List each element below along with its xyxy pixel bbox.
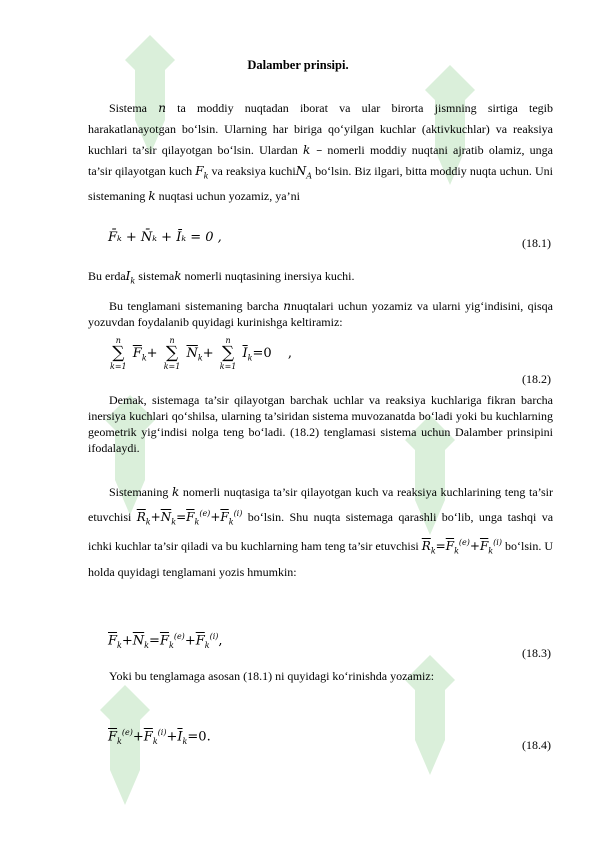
equation-number: (18.2) (522, 372, 551, 386)
equation-18-4: $\overline{F}_k^{(e)}+\overline{F}_k^{(i)}+\overline{I}_k=0$. (108, 728, 211, 746)
equation-number: (18.4) (522, 738, 551, 752)
paragraph-6: Yoki bu tenglamaga asosan (18.1) ni quyidagi ko‘rinishda yozamiz: (109, 669, 435, 683)
paragraph-5: Sistemaning k nomerli nuqtasiga ta’sir qilayotgan kuch va reaksiya kuchlarining teng ta’sir etuvchisi $\overline{R}_k+\overline{N}_k=\overline{F}_k^{(e)}+\overline{F}_k^{(i)}$ bo‘lsin. Shu nuqta sistemaga qarashli bo‘lib, unga tashqi va ichki kuchlar ta’sir qiladi va bu kuchlarning ham teng ta’sir etuvchisi $\overline{R}_k=\overline{F}_k^{(e)}+\overline{F}_k^{(i)}$ bo‘lsin. U holda quyidagi tenglamani yozis hmumkin: (88, 485, 554, 579)
equation-number: (18.1) (522, 236, 551, 250)
paragraph-4: Demak, sistemaga ta’sir qilayotgan barchak uchlar va reaksiya kuchlariga fikran barcha inersiya kuchlari qo‘shilsa, ularning ta’siridan sistema muvozanatda bo‘ladi yoki bu kuchlarning geometrik yig‘indisi nolga teng bo‘ladi. (18.2) tenglamasi sistema uchun Dalamber prinsipini ifodalaydi. (88, 393, 553, 455)
equation-18-1: F̄ₖ + N̄ₖ + Īₖ = 0 , (108, 230, 222, 245)
page-title: Dalamber prinsipi. (247, 58, 349, 72)
paragraph-3: Bu tenglamani sistemaning barcha nnuqtalari uchun yozamiz va ularni yig‘indisini, qisqa yozuvdan foydalanib quyidagi kurinishga keltiramiz: (88, 299, 554, 329)
paragraph-2: Bu erdaI$_k$ sistemak nomerli nuqtasining inersiya kuchi. (88, 269, 355, 286)
equation-18-3: $\overline{F}_k+\overline{N}_k=\overline{F}_k^{(e)}+\overline{F}_k^{(i)}$, (108, 632, 223, 650)
paragraph-1: Sistema n ta moddiy nuqtadan iborat va ular birorta jismning sirtiga tegib harakatlanayotgan bo‘lsin. Ularning har biriga qo‘yilgan kuchlar (aktivkuchlar) va reaksiya kuchlari ta’sir qilayotgan bo‘lsin. Ulardan k – nomerli moddiy nuqtani ajratib olamiz, unga ta’sir qilayotgan kuch $F_k$ va reaksiya kuchiN$_A$ bo‘lsin. Biz ilgari, bitta moddiy nuqta uchun. Uni sistemaning k nuqtasi uchun yozamiz, ya’ni (88, 101, 554, 204)
equation-number: (18.3) (522, 646, 551, 660)
equation-18-2: n ∑ k=1 $\overline{F}_k+$ n ∑ k=1 $\overline{N}_k+$ n ∑ k=1 $\overline{I}_k=0$ , (110, 336, 292, 371)
